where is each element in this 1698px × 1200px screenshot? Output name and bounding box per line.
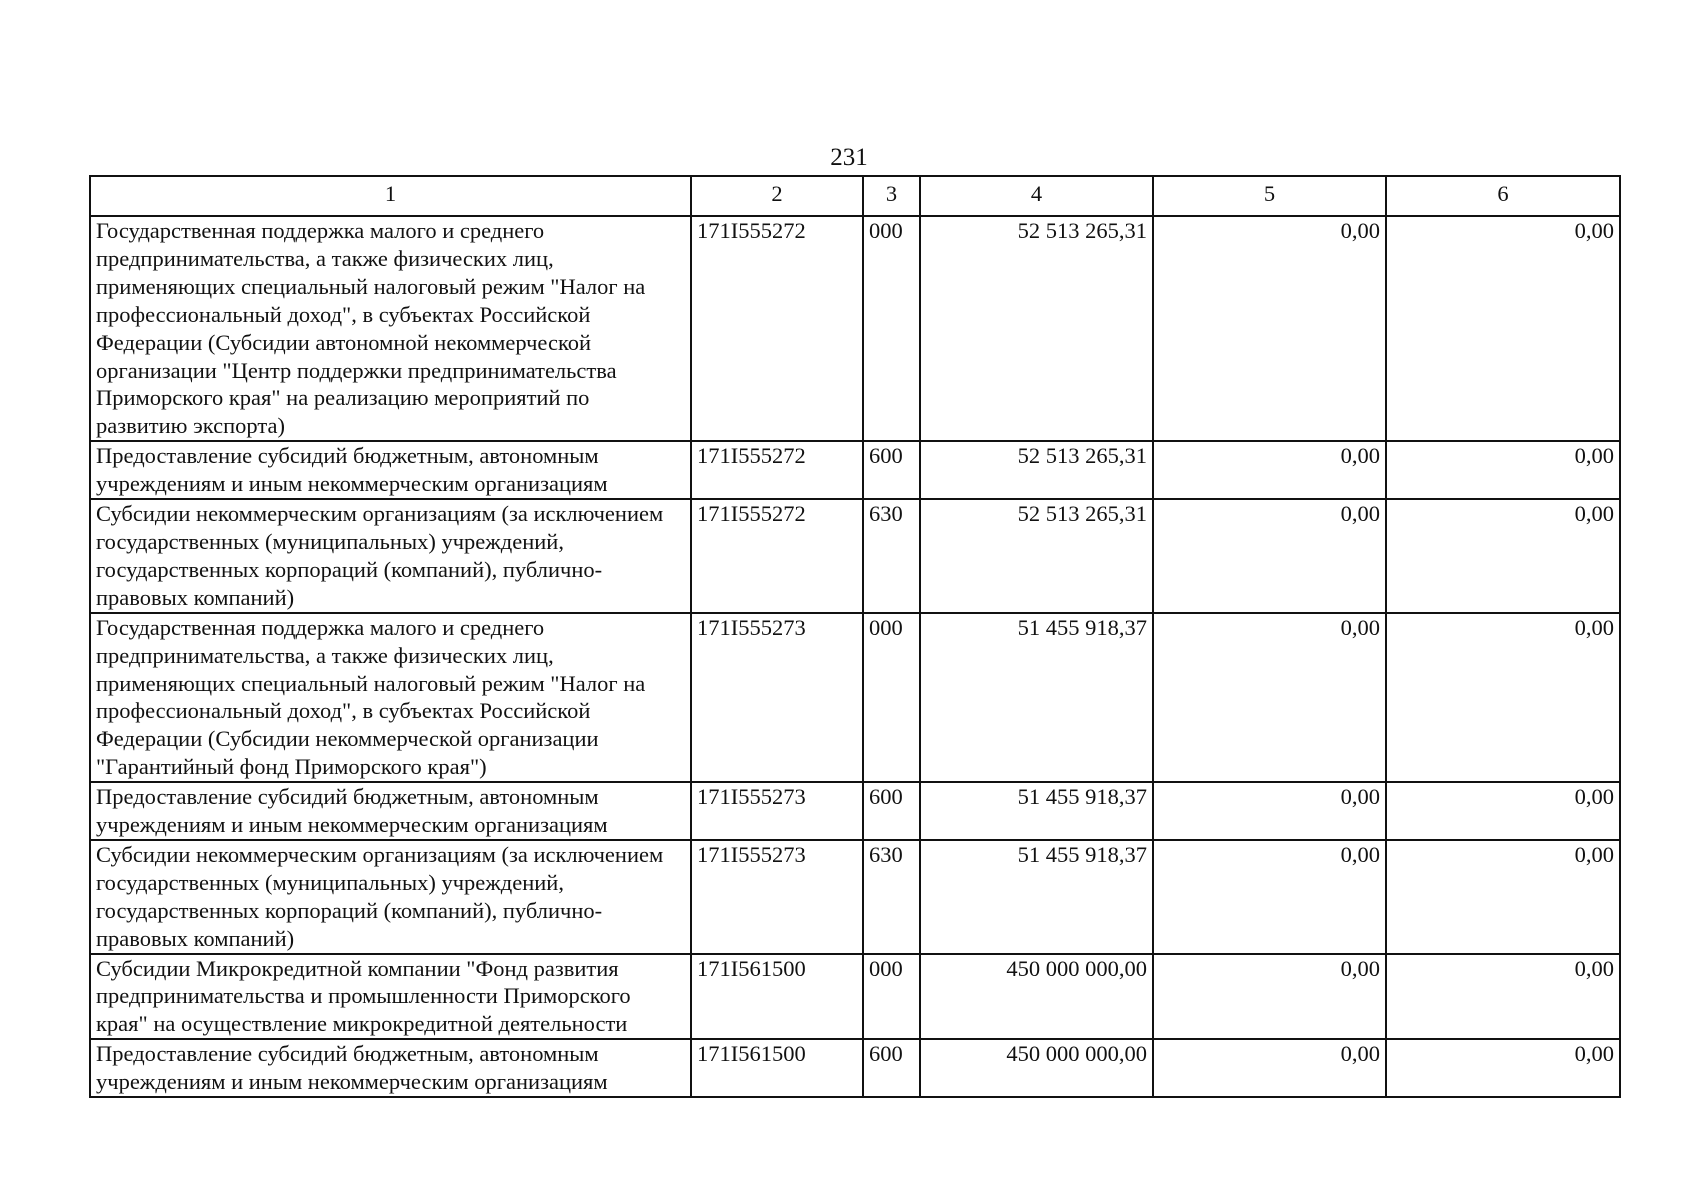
row-amount-col5: 0,00 [1153, 1039, 1386, 1097]
row-amount-col6: 0,00 [1386, 613, 1620, 782]
row-expense-kind: 600 [863, 782, 920, 840]
column-header-4: 4 [920, 176, 1153, 216]
row-amount-col4: 52 513 265,31 [920, 441, 1153, 499]
row-amount-col5: 0,00 [1153, 216, 1386, 441]
row-amount-col6: 0,00 [1386, 1039, 1620, 1097]
row-description: Государственная поддержка малого и среднего предпринимательства, а также физических лиц, применяющих специальный налоговый режим "Налог на профессиональный доход", в субъектах Российской Федерации (Субсидии автономной некоммерческой организации "Центр поддержки предпринимательства Приморского края" на реализацию мероприятий по развитию экспорта) [90, 216, 691, 441]
table-row [90, 954, 1620, 1040]
table-row [90, 840, 1620, 954]
row-expense-kind: 630 [863, 840, 920, 954]
row-expense-kind: 000 [863, 613, 920, 782]
column-header-3: 3 [863, 176, 920, 216]
row-description: Государственная поддержка малого и среднего предпринимательства, а также физических лиц, применяющих специальный налоговый режим "Налог на профессиональный доход", в субъектах Российской Федерации (Субсидии некоммерческой организации "Гарантийный фонд Приморского края") [90, 613, 691, 782]
row-description: Предоставление субсидий бюджетным, автономным учреждениям и иным некоммерческим организациям [90, 1039, 691, 1097]
row-amount-col5: 0,00 [1153, 782, 1386, 840]
row-target-code: 171I555272 [691, 499, 863, 613]
row-description: Предоставление субсидий бюджетным, автономным учреждениям и иным некоммерческим организациям [90, 782, 691, 840]
row-amount-col6: 0,00 [1386, 840, 1620, 954]
table-row [90, 613, 1620, 782]
row-expense-kind: 600 [863, 441, 920, 499]
row-amount-col6: 0,00 [1386, 216, 1620, 441]
row-expense-kind: 000 [863, 954, 920, 1040]
row-amount-col6: 0,00 [1386, 441, 1620, 499]
column-header-6: 6 [1386, 176, 1620, 216]
row-target-code: 171I555272 [691, 216, 863, 441]
page-number: 231 [830, 144, 868, 171]
row-amount-col4: 51 455 918,37 [920, 840, 1153, 954]
row-description: Предоставление субсидий бюджетным, автономным учреждениям и иным некоммерческим организациям [90, 441, 691, 499]
row-amount-col5: 0,00 [1153, 441, 1386, 499]
row-target-code: 171I555273 [691, 782, 863, 840]
row-target-code: 171I555273 [691, 840, 863, 954]
row-target-code: 171I561500 [691, 954, 863, 1040]
table-row [90, 782, 1620, 840]
row-expense-kind: 000 [863, 216, 920, 441]
row-amount-col6: 0,00 [1386, 499, 1620, 613]
row-amount-col5: 0,00 [1153, 954, 1386, 1040]
row-amount-col4: 450 000 000,00 [920, 1039, 1153, 1097]
row-amount-col4: 52 513 265,31 [920, 216, 1153, 441]
row-description: Субсидии Микрокредитной компании "Фонд развития предпринимательства и промышленности Приморского края" на осуществление микрокредитной деятельности [90, 954, 691, 1040]
budget-table [89, 175, 1621, 1098]
row-amount-col4: 450 000 000,00 [920, 954, 1153, 1040]
row-amount-col6: 0,00 [1386, 954, 1620, 1040]
row-description: Субсидии некоммерческим организациям (за исключением государственных (муниципальных) учреждений, государственных корпораций (компаний), публично-правовых компаний) [90, 499, 691, 613]
row-amount-col6: 0,00 [1386, 782, 1620, 840]
table-row [90, 441, 1620, 499]
table-row [90, 499, 1620, 613]
row-amount-col4: 51 455 918,37 [920, 613, 1153, 782]
row-amount-col5: 0,00 [1153, 499, 1386, 613]
row-amount-col5: 0,00 [1153, 840, 1386, 954]
column-header-1: 1 [90, 176, 691, 216]
table-row [90, 1039, 1620, 1097]
row-amount-col4: 51 455 918,37 [920, 782, 1153, 840]
row-target-code: 171I555272 [691, 441, 863, 499]
row-expense-kind: 630 [863, 499, 920, 613]
row-amount-col4: 52 513 265,31 [920, 499, 1153, 613]
row-expense-kind: 600 [863, 1039, 920, 1097]
row-description: Субсидии некоммерческим организациям (за исключением государственных (муниципальных) учреждений, государственных корпораций (компаний), публично-правовых компаний) [90, 840, 691, 954]
column-header-2: 2 [691, 176, 863, 216]
table-header-row [90, 176, 1620, 216]
column-header-5: 5 [1153, 176, 1386, 216]
row-amount-col5: 0,00 [1153, 613, 1386, 782]
table-row [90, 216, 1620, 441]
row-target-code: 171I561500 [691, 1039, 863, 1097]
row-target-code: 171I555273 [691, 613, 863, 782]
